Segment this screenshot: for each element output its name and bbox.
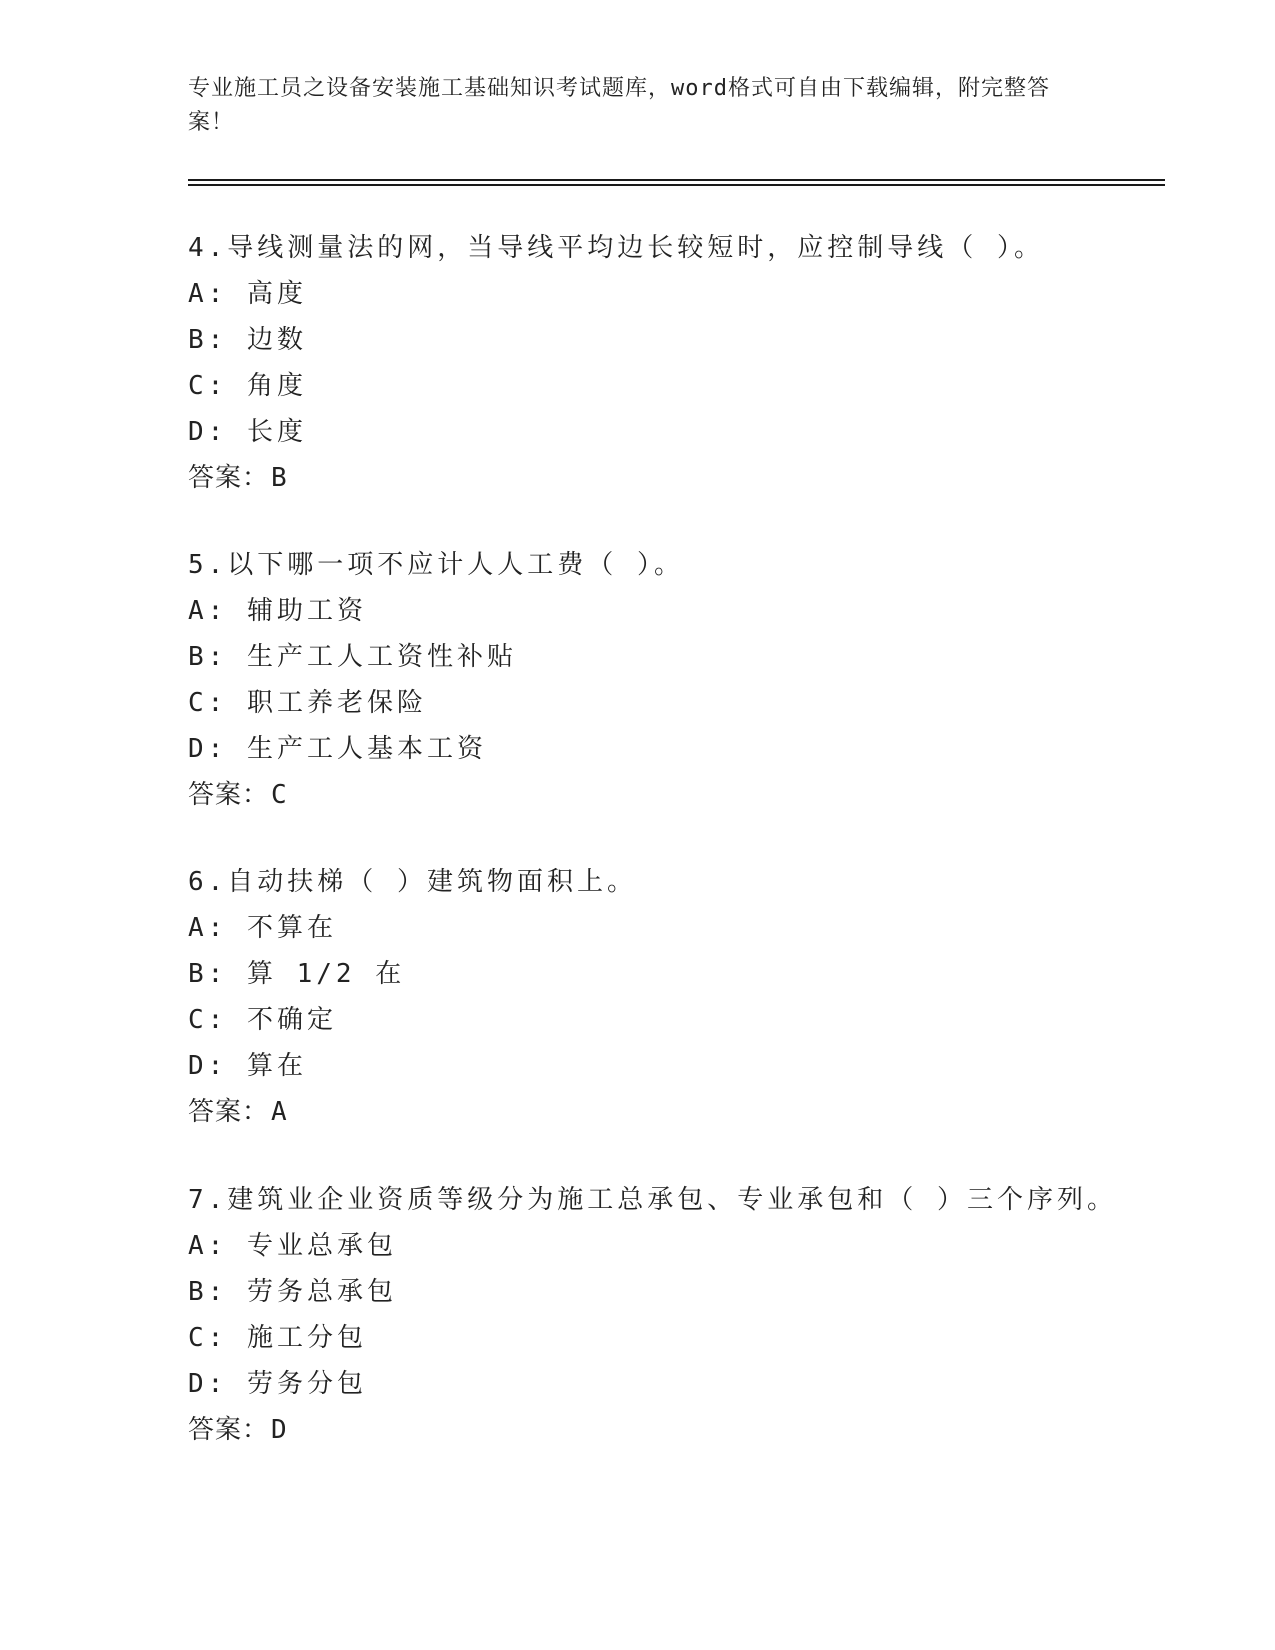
option-c: C: 不确定 xyxy=(188,1005,337,1035)
answer-line xyxy=(188,1089,1168,1135)
header-divider-bottom xyxy=(188,184,1165,186)
question-5 xyxy=(188,542,1168,818)
option-a: A: 辅助工资 xyxy=(188,596,367,626)
answer-value: D xyxy=(271,1415,288,1445)
answer-label: 答案： xyxy=(188,780,270,810)
question-stem: 6.自动扶梯（ ）建筑物面积上。 xyxy=(188,867,637,897)
option-d: D: 算在 xyxy=(188,1051,307,1081)
option-d: D: 长度 xyxy=(188,417,307,447)
option-b: B: 算 1/2 在 xyxy=(188,959,406,989)
option-c: C: 施工分包 xyxy=(188,1323,367,1353)
answer-line xyxy=(188,1407,1168,1453)
question-stem: 4.导线测量法的网，当导线平均边长较短时，应控制导线（ ）。 xyxy=(188,233,1044,263)
question-stem: 5.以下哪一项不应计人人工费（ ）。 xyxy=(188,550,684,580)
option-c: C: 职工养老保险 xyxy=(188,688,427,718)
answer-label: 答案： xyxy=(188,463,270,493)
option-b: B: 劳务总承包 xyxy=(188,1277,397,1307)
question-6 xyxy=(188,859,1168,1135)
option-b: B: 生产工人工资性补贴 xyxy=(188,642,517,672)
option-a: A: 专业总承包 xyxy=(188,1231,397,1261)
document-header: 专业施工员之设备安装施工基础知识考试题库，word格式可自由下载编辑，附完整答案！ xyxy=(188,76,1050,135)
question-stem: 7.建筑业企业资质等级分为施工总承包、专业承包和（ ）三个序列。 xyxy=(188,1185,1117,1215)
answer-label: 答案： xyxy=(188,1415,270,1445)
answer-label: 答案： xyxy=(188,1097,270,1127)
answer-value: A xyxy=(271,1097,288,1127)
answer-line xyxy=(188,772,1168,818)
question-4 xyxy=(188,225,1168,501)
option-a: A: 不算在 xyxy=(188,913,337,943)
option-c: C: 角度 xyxy=(188,371,307,401)
answer-line xyxy=(188,455,1168,501)
option-b: B: 边数 xyxy=(188,325,307,355)
header-divider-top xyxy=(188,179,1165,181)
answer-value: B xyxy=(271,463,288,493)
option-a: A: 高度 xyxy=(188,279,307,309)
option-d: D: 劳务分包 xyxy=(188,1369,367,1399)
option-d: D: 生产工人基本工资 xyxy=(188,734,487,764)
answer-value: C xyxy=(271,780,288,810)
question-7 xyxy=(188,1177,1168,1453)
